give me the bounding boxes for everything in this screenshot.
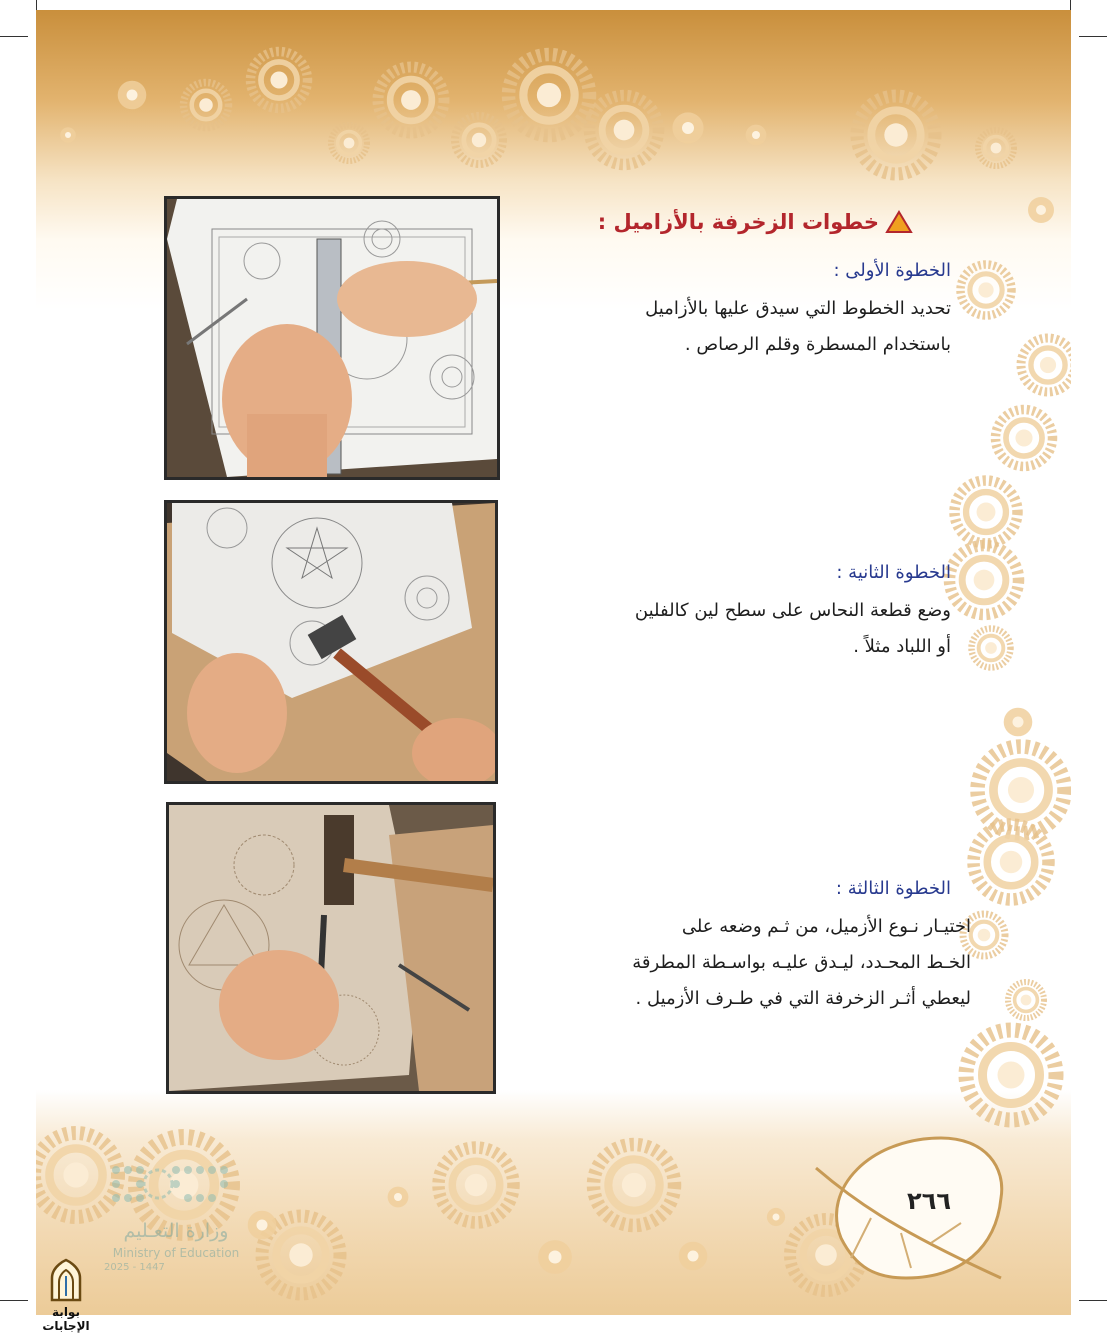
crop-mark <box>36 0 37 10</box>
step-three-photo <box>166 802 496 1094</box>
crop-mark <box>0 36 28 37</box>
ministry-arabic-name: وزارة التعـليم <box>123 1220 229 1242</box>
warning-triangle-icon <box>885 210 913 234</box>
step-three-line: اختيـار نـوع الأزميل، من ثـم وضعه على <box>681 916 971 937</box>
answers-gate-watermark <box>30 1258 102 1333</box>
step-two <box>531 562 951 665</box>
step-two-title: الخطوة الثانية : <box>836 562 951 583</box>
step-two-photo <box>164 500 498 784</box>
step-three-text <box>551 909 971 1017</box>
step-one-line: تحديد الخطوط التي سيدق عليها بالأزاميل <box>645 298 951 319</box>
step-three-line: ليعطي أثـر الزخرفة التي في طـرف الأزميل . <box>635 988 971 1009</box>
step-one <box>531 260 951 363</box>
section-title-text: خطوات الزخرفة بالأزاميل : <box>597 210 879 234</box>
ministry-logo-icon <box>96 1160 256 1210</box>
crop-mark <box>1079 1300 1107 1301</box>
step-three <box>551 878 971 1017</box>
step-two-line: وضع قطعة النحاس على سطح لين كالفلين <box>634 600 951 621</box>
step-three-line: الخـط المحـدد، ليـدق عليـه بواسـطة المطرقة <box>632 952 971 973</box>
step-two-text <box>531 593 951 665</box>
step-two-line: أو اللباد مثلاً . <box>853 636 951 657</box>
step-one-text <box>531 291 951 363</box>
step-one-line: باستخدام المسطرة وقلم الرصاص . <box>684 334 951 355</box>
crop-mark <box>1079 36 1107 37</box>
step-three-title: الخطوة الثالثة : <box>835 878 951 899</box>
crop-mark <box>0 1300 28 1301</box>
ministry-logo <box>96 1160 256 1273</box>
step-one-title: الخطوة الأولى : <box>833 260 951 281</box>
crop-mark <box>1070 0 1071 10</box>
book-page <box>36 10 1071 1315</box>
mosque-dome-icon <box>46 1258 86 1302</box>
ministry-english-name: Ministry of Education <box>112 1246 240 1260</box>
page-number: ٢٦٦ <box>907 1187 951 1215</box>
section-title <box>598 210 913 234</box>
edition-year: 2025 - 1447 <box>104 1262 165 1273</box>
step-one-photo <box>164 196 500 480</box>
watermark-text: بوابة الإجابات <box>42 1305 90 1333</box>
